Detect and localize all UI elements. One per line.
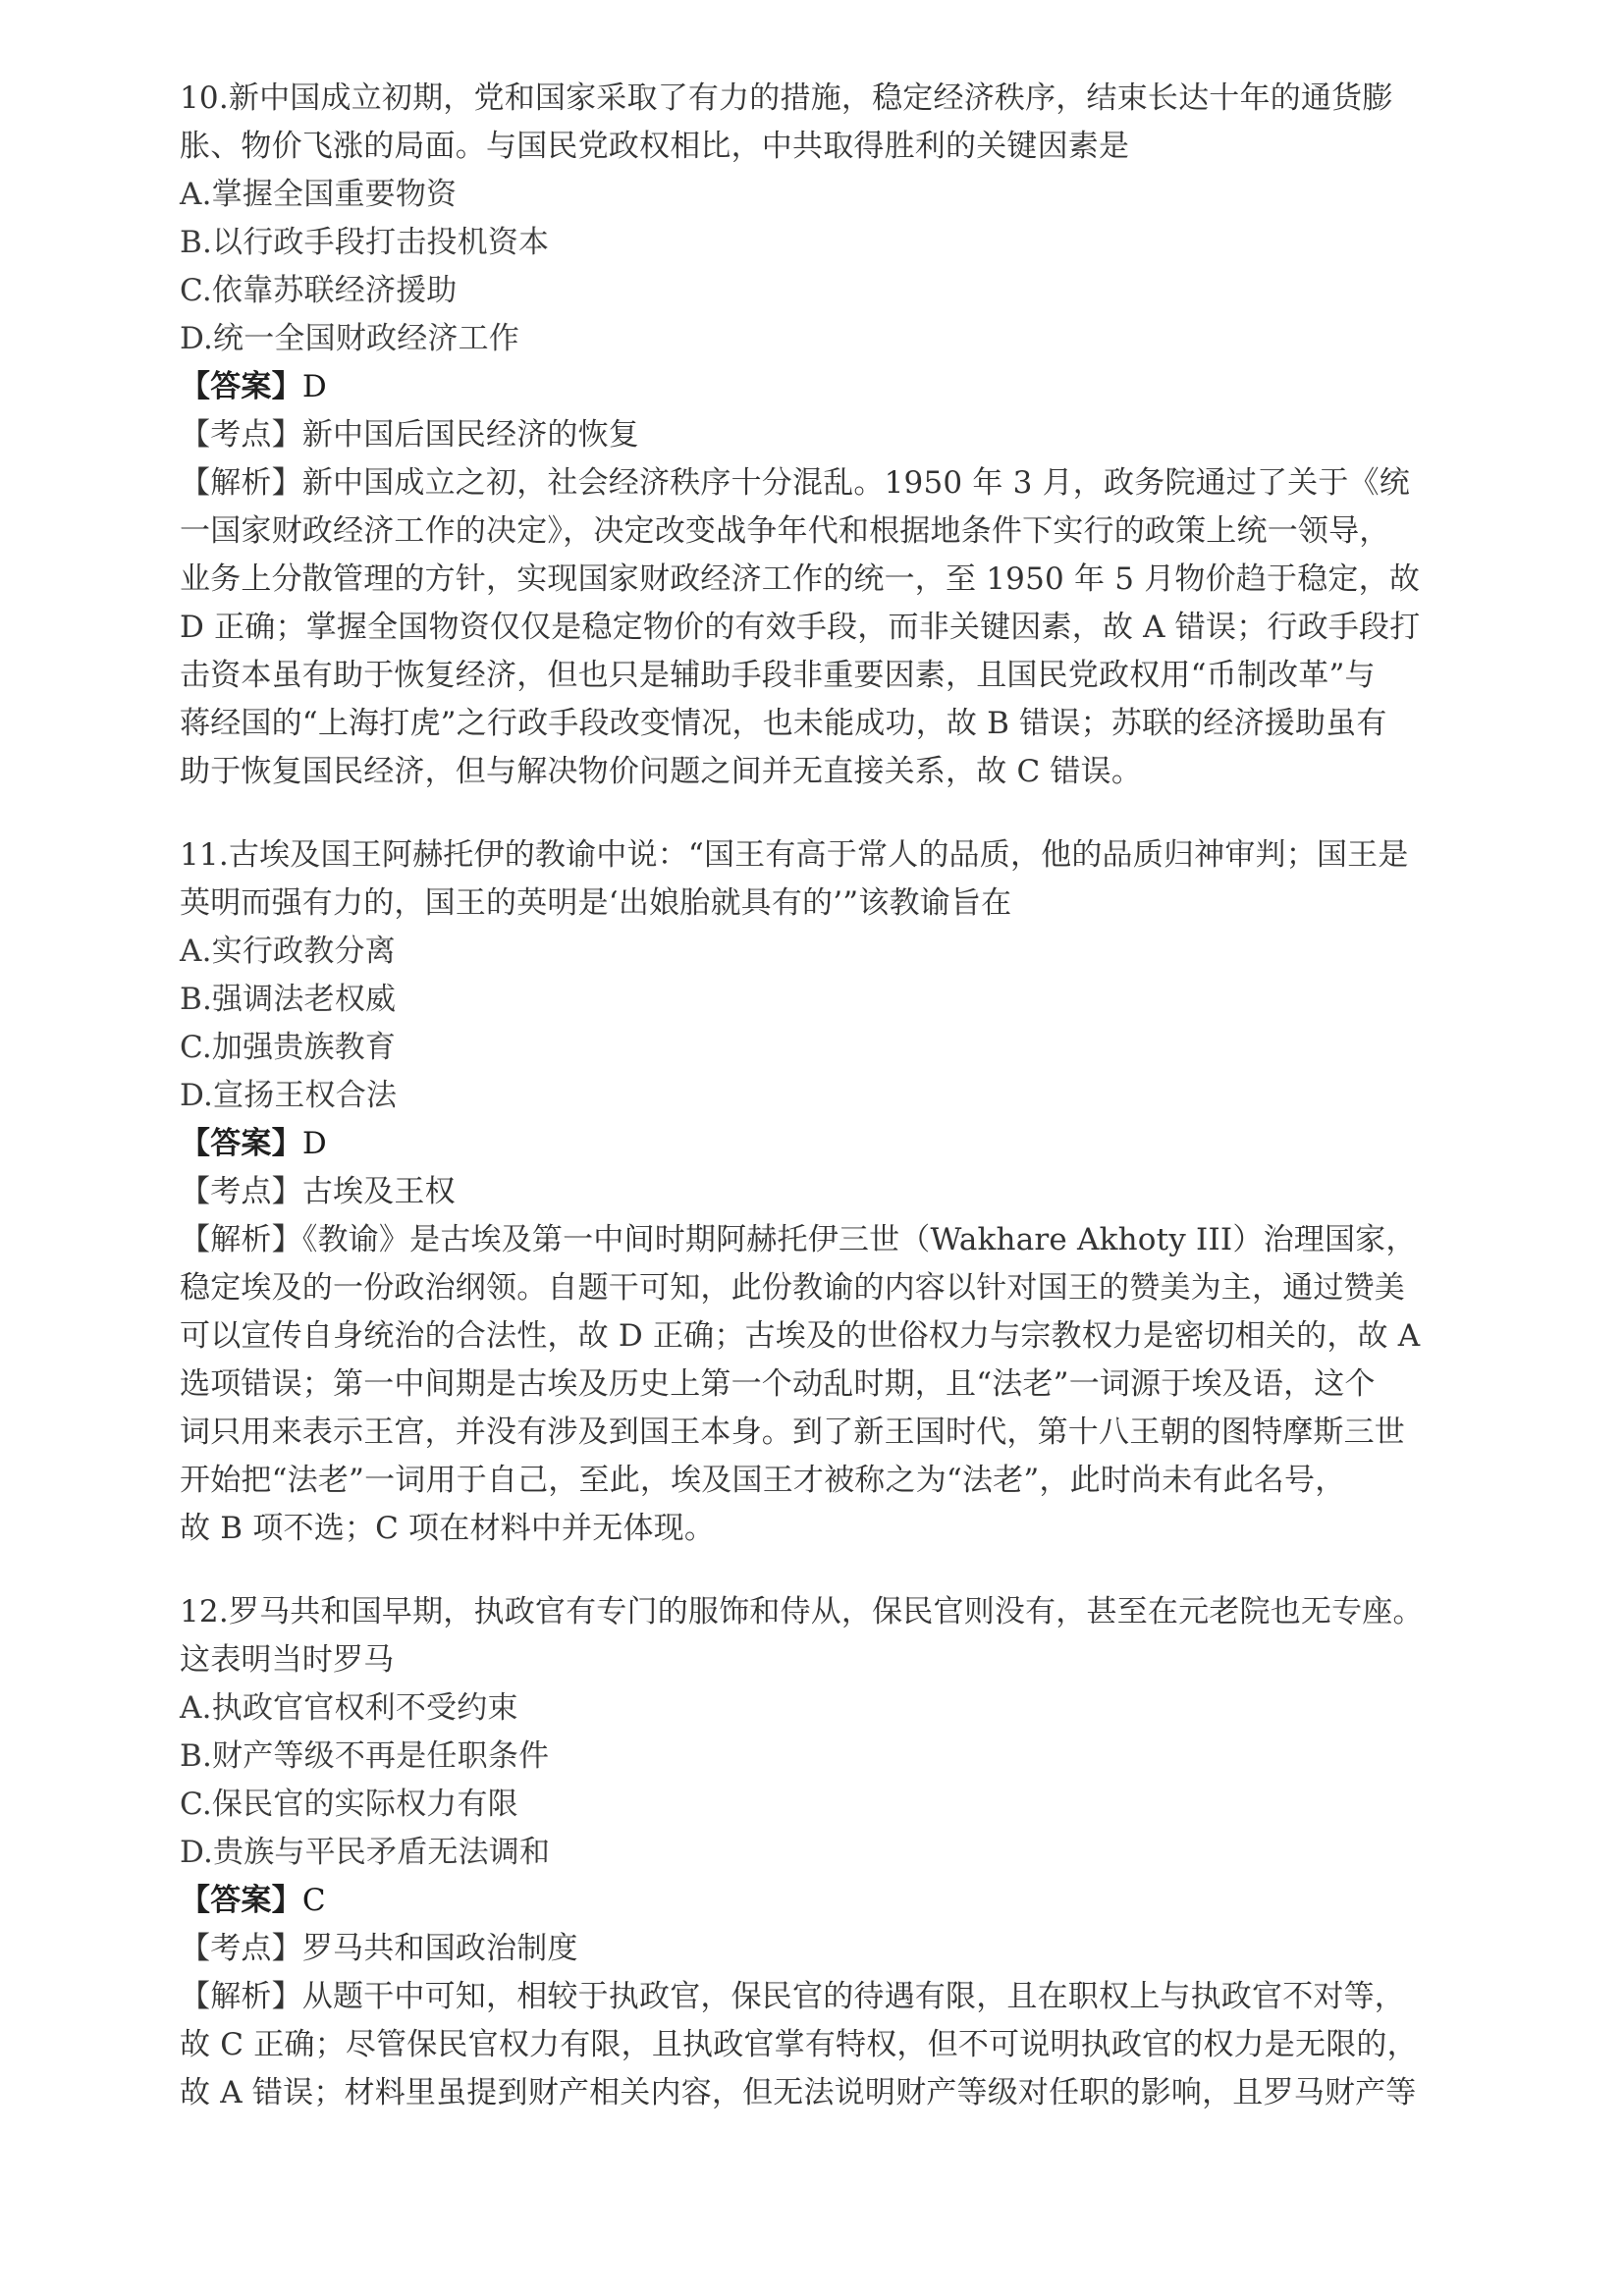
option-a: A.实行政教分离 <box>180 934 396 969</box>
point-value: 新中国后国民经济的恢复 <box>301 417 640 453</box>
answer-line <box>180 1877 1466 1925</box>
question-stem-line: 10.新中国成立初期，党和国家采取了有力的措施，稳定经济秩序，结束长达十年的通货膨 <box>180 80 1393 116</box>
analysis-line: D 正确；掌握全国物资仅仅是稳定物价的有效手段，而非关键因素，故 A 错误；行政手段打 <box>180 610 1421 645</box>
section-gap <box>180 1553 1466 1588</box>
point-label: 【考点】 <box>180 1174 302 1209</box>
analysis-line: 故 A 错误；材料里虽提到财产相关内容，但无法说明财产等级对任职的影响，且罗马财产等 <box>180 2075 1417 2110</box>
answer-label: 【答案】 <box>180 1126 302 1161</box>
option-d: D.统一全国财政经济工作 <box>180 321 520 356</box>
analysis-text: 《教谕》是古埃及第一中间时期阿赫托伊三世（Wakhare Akhoty III）治理国家， <box>301 1222 1417 1257</box>
option-b: B.财产等级不再是任职条件 <box>180 1738 550 1774</box>
analysis-line <box>180 1973 1466 2021</box>
point-label: 【考点】 <box>180 1931 302 1966</box>
analysis-line: 业务上分散管理的方针，实现国家财政经济工作的统一，至 1950 年 5 月物价趋于稳定，故 <box>180 561 1421 597</box>
option-c: C.保民官的实际权力有限 <box>180 1787 518 1822</box>
analysis-line: 一国家财政经济工作的决定》，决定改变战争年代和根据地条件下实行的政策上统一领导， <box>180 513 1390 549</box>
option-d: D.贵族与平民矛盾无法调和 <box>180 1835 551 1870</box>
answer-label: 【答案】 <box>180 369 302 404</box>
analysis-line <box>180 1216 1466 1264</box>
point-line <box>180 1168 1466 1216</box>
analysis-line: 选项错误；第一中间期是古埃及历史上第一个动乱时期，且“法老”一词源于埃及语，这个 <box>180 1366 1376 1402</box>
point-label: 【考点】 <box>180 417 302 453</box>
question-stem-line: 12.罗马共和国早期，执政官有专门的服饰和侍从，保民官则没有，甚至在元老院也无专座。 <box>180 1594 1424 1629</box>
option-c: C.加强贵族教育 <box>180 1030 397 1065</box>
analysis-line: 助于恢复国民经济，但与解决物价问题之间并无直接关系，故 C 错误。 <box>180 754 1143 789</box>
answer-label: 【答案】 <box>180 1883 302 1918</box>
question-stem-line: 胀、物价飞涨的局面。与国民党政权相比，中共取得胜利的关键因素是 <box>180 129 1130 164</box>
option-d: D.宣扬王权合法 <box>180 1078 398 1113</box>
option-b: B.以行政手段打击投机资本 <box>180 225 550 260</box>
answer-value: D <box>301 1126 327 1161</box>
option-c: C.依靠苏联经济援助 <box>180 273 458 308</box>
analysis-line: 词只用来表示王宫，并没有涉及到国王本身。到了新王国时代，第十八王朝的图特摩斯三世 <box>180 1415 1405 1450</box>
option-a: A.执政官官权利不受约束 <box>180 1690 518 1726</box>
analysis-line: 可以宣传自身统治的合法性，故 D 正确；古埃及的世俗权力与宗教权力是密切相关的，故 A <box>180 1318 1421 1354</box>
analysis-text: 从题干中可知，相较于执政官，保民官的待遇有限，且在职权上与执政官不对等， <box>301 1979 1406 2014</box>
answer-line <box>180 1120 1466 1168</box>
question-stem-line: 英明而强有力的，国王的英明是‘出娘胎就具有的’”该教谕旨在 <box>180 885 1012 921</box>
point-value: 古埃及王权 <box>301 1174 456 1209</box>
point-value: 罗马共和国政治制度 <box>301 1931 578 1966</box>
answer-value: D <box>301 369 327 404</box>
question-stem-line: 11.古埃及国王阿赫托伊的教谕中说：“国王有高于常人的品质，他的品质归神审判；国王是 <box>180 837 1409 873</box>
question-stem-line: 这表明当时罗马 <box>180 1642 395 1678</box>
question-11 <box>180 831 1466 1553</box>
analysis-line: 击资本虽有助于恢复经济，但也只是辅助手段非重要因素，且国民党政权用“币制改革”与 <box>180 658 1376 693</box>
analysis-line <box>180 459 1466 507</box>
document-page <box>180 75 1466 2117</box>
point-line <box>180 1925 1466 1973</box>
answer-line <box>180 363 1466 411</box>
analysis-line: 蒋经国的“上海打虎”之行政手段改变情况，也未能成功，故 B 错误；苏联的经济援助虽有 <box>180 706 1387 741</box>
analysis-text: 新中国成立之初，社会经济秩序十分混乱。1950 年 3 月，政务院通过了关于《统 <box>301 465 1410 501</box>
analysis-line: 故 B 项不选；C 项在材料中并无体现。 <box>180 1511 716 1546</box>
analysis-label: 【解析】 <box>180 465 302 501</box>
question-12 <box>180 1588 1466 2117</box>
analysis-line: 开始把“法老”一词用于自己，至此，埃及国王才被称之为“法老”，此时尚未有此名号， <box>180 1463 1346 1498</box>
analysis-label: 【解析】 <box>180 1222 302 1257</box>
analysis-line: 故 C 正确；尽管保民官权力有限，且执政官掌有特权，但不可说明执政官的权力是无限的， <box>180 2027 1418 2062</box>
point-line <box>180 411 1466 459</box>
option-b: B.强调法老权威 <box>180 982 397 1017</box>
analysis-label: 【解析】 <box>180 1979 302 2014</box>
option-a: A.掌握全国重要物资 <box>180 177 458 212</box>
question-10 <box>180 75 1466 796</box>
section-gap <box>180 796 1466 831</box>
answer-value: C <box>301 1883 326 1918</box>
analysis-line: 稳定埃及的一份政治纲领。自题干可知，此份教谕的内容以针对国王的赞美为主，通过赞美 <box>180 1270 1405 1306</box>
